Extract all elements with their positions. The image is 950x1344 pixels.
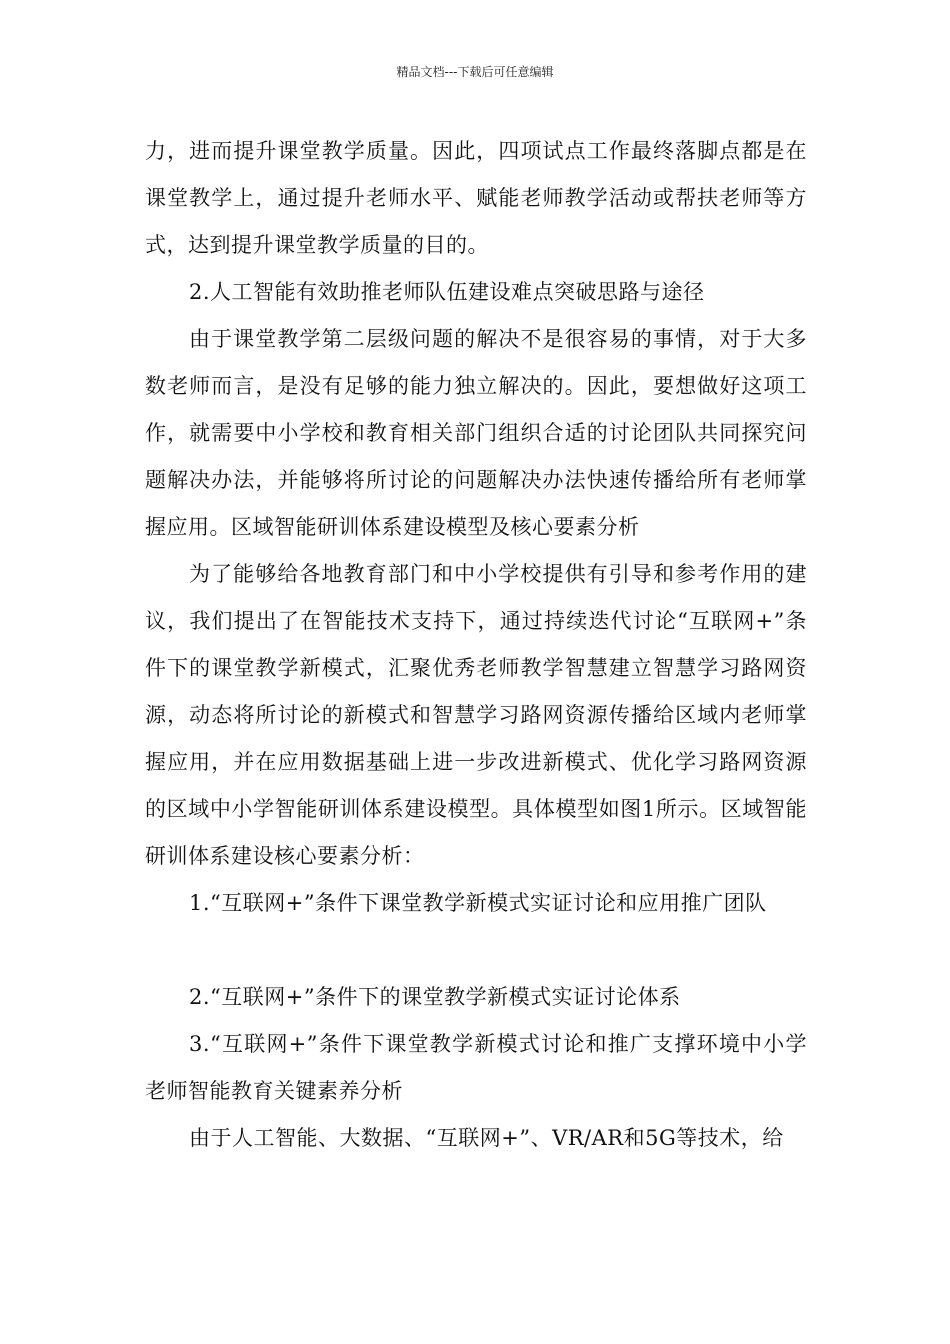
blank-line — [145, 927, 807, 974]
page-header: 精品文档---下载后可任意编辑 — [396, 65, 554, 79]
list-item: 2.“互联网+”条件下的课堂教学新模式实证讨论体系 — [189, 985, 681, 1009]
paragraph-continuation: 力，进而提升课堂教学质量。因此，四项试点工作最终落脚点都是在课堂教学上，通过提升老师水平、赋能老师教学活动或帮扶老师等方式，达到提升课堂教学质量的目的。 — [145, 139, 807, 257]
list-item: 3.“互联网+”条件下课堂教学新模式讨论和推广支撑环境中小学老师智能教育关键素养分析 — [145, 1032, 807, 1103]
document-body — [145, 128, 807, 1162]
paragraph: 为了能够给各地教育部门和中小学校提供有引导和参考作用的建议，我们提出了在智能技术支持下，通过持续迭代讨论“互联网+”条件下的课堂教学新模式，汇聚优秀老师教学智慧建立智慧学习路网资源，动态将所讨论的新模式和智慧学习路网资源传播给区域内老师掌握应用，并在应用数据基础上进一步改进新模式、优化学习路网资源的区域中小学智能研训体系建设模型。具体模型如图1所示。区域智能研训体系建设核心要素分析： — [145, 562, 807, 868]
list-item: 1.“互联网+”条件下课堂教学新模式实证讨论和应用推广团队 — [189, 891, 767, 915]
section-heading: 2.人工智能有效助推老师队伍建设难点突破思路与途径 — [189, 280, 705, 304]
paragraph: 由于课堂教学第二层级问题的解决不是很容易的事情，对于大多数老师而言，是没有足够的能力独立解决的。因此，要想做好这项工作，就需要中小学校和教育相关部门组织合适的讨论团队共同探究问题解决办法，并能够将所讨论的问题解决办法快速传播给所有老师掌握应用。区域智能研训体系建设模型及核心要素分析 — [145, 327, 807, 539]
paragraph: 由于人工智能、大数据、“互联网+”、VR/AR和5G等技术，给 — [189, 1126, 784, 1150]
